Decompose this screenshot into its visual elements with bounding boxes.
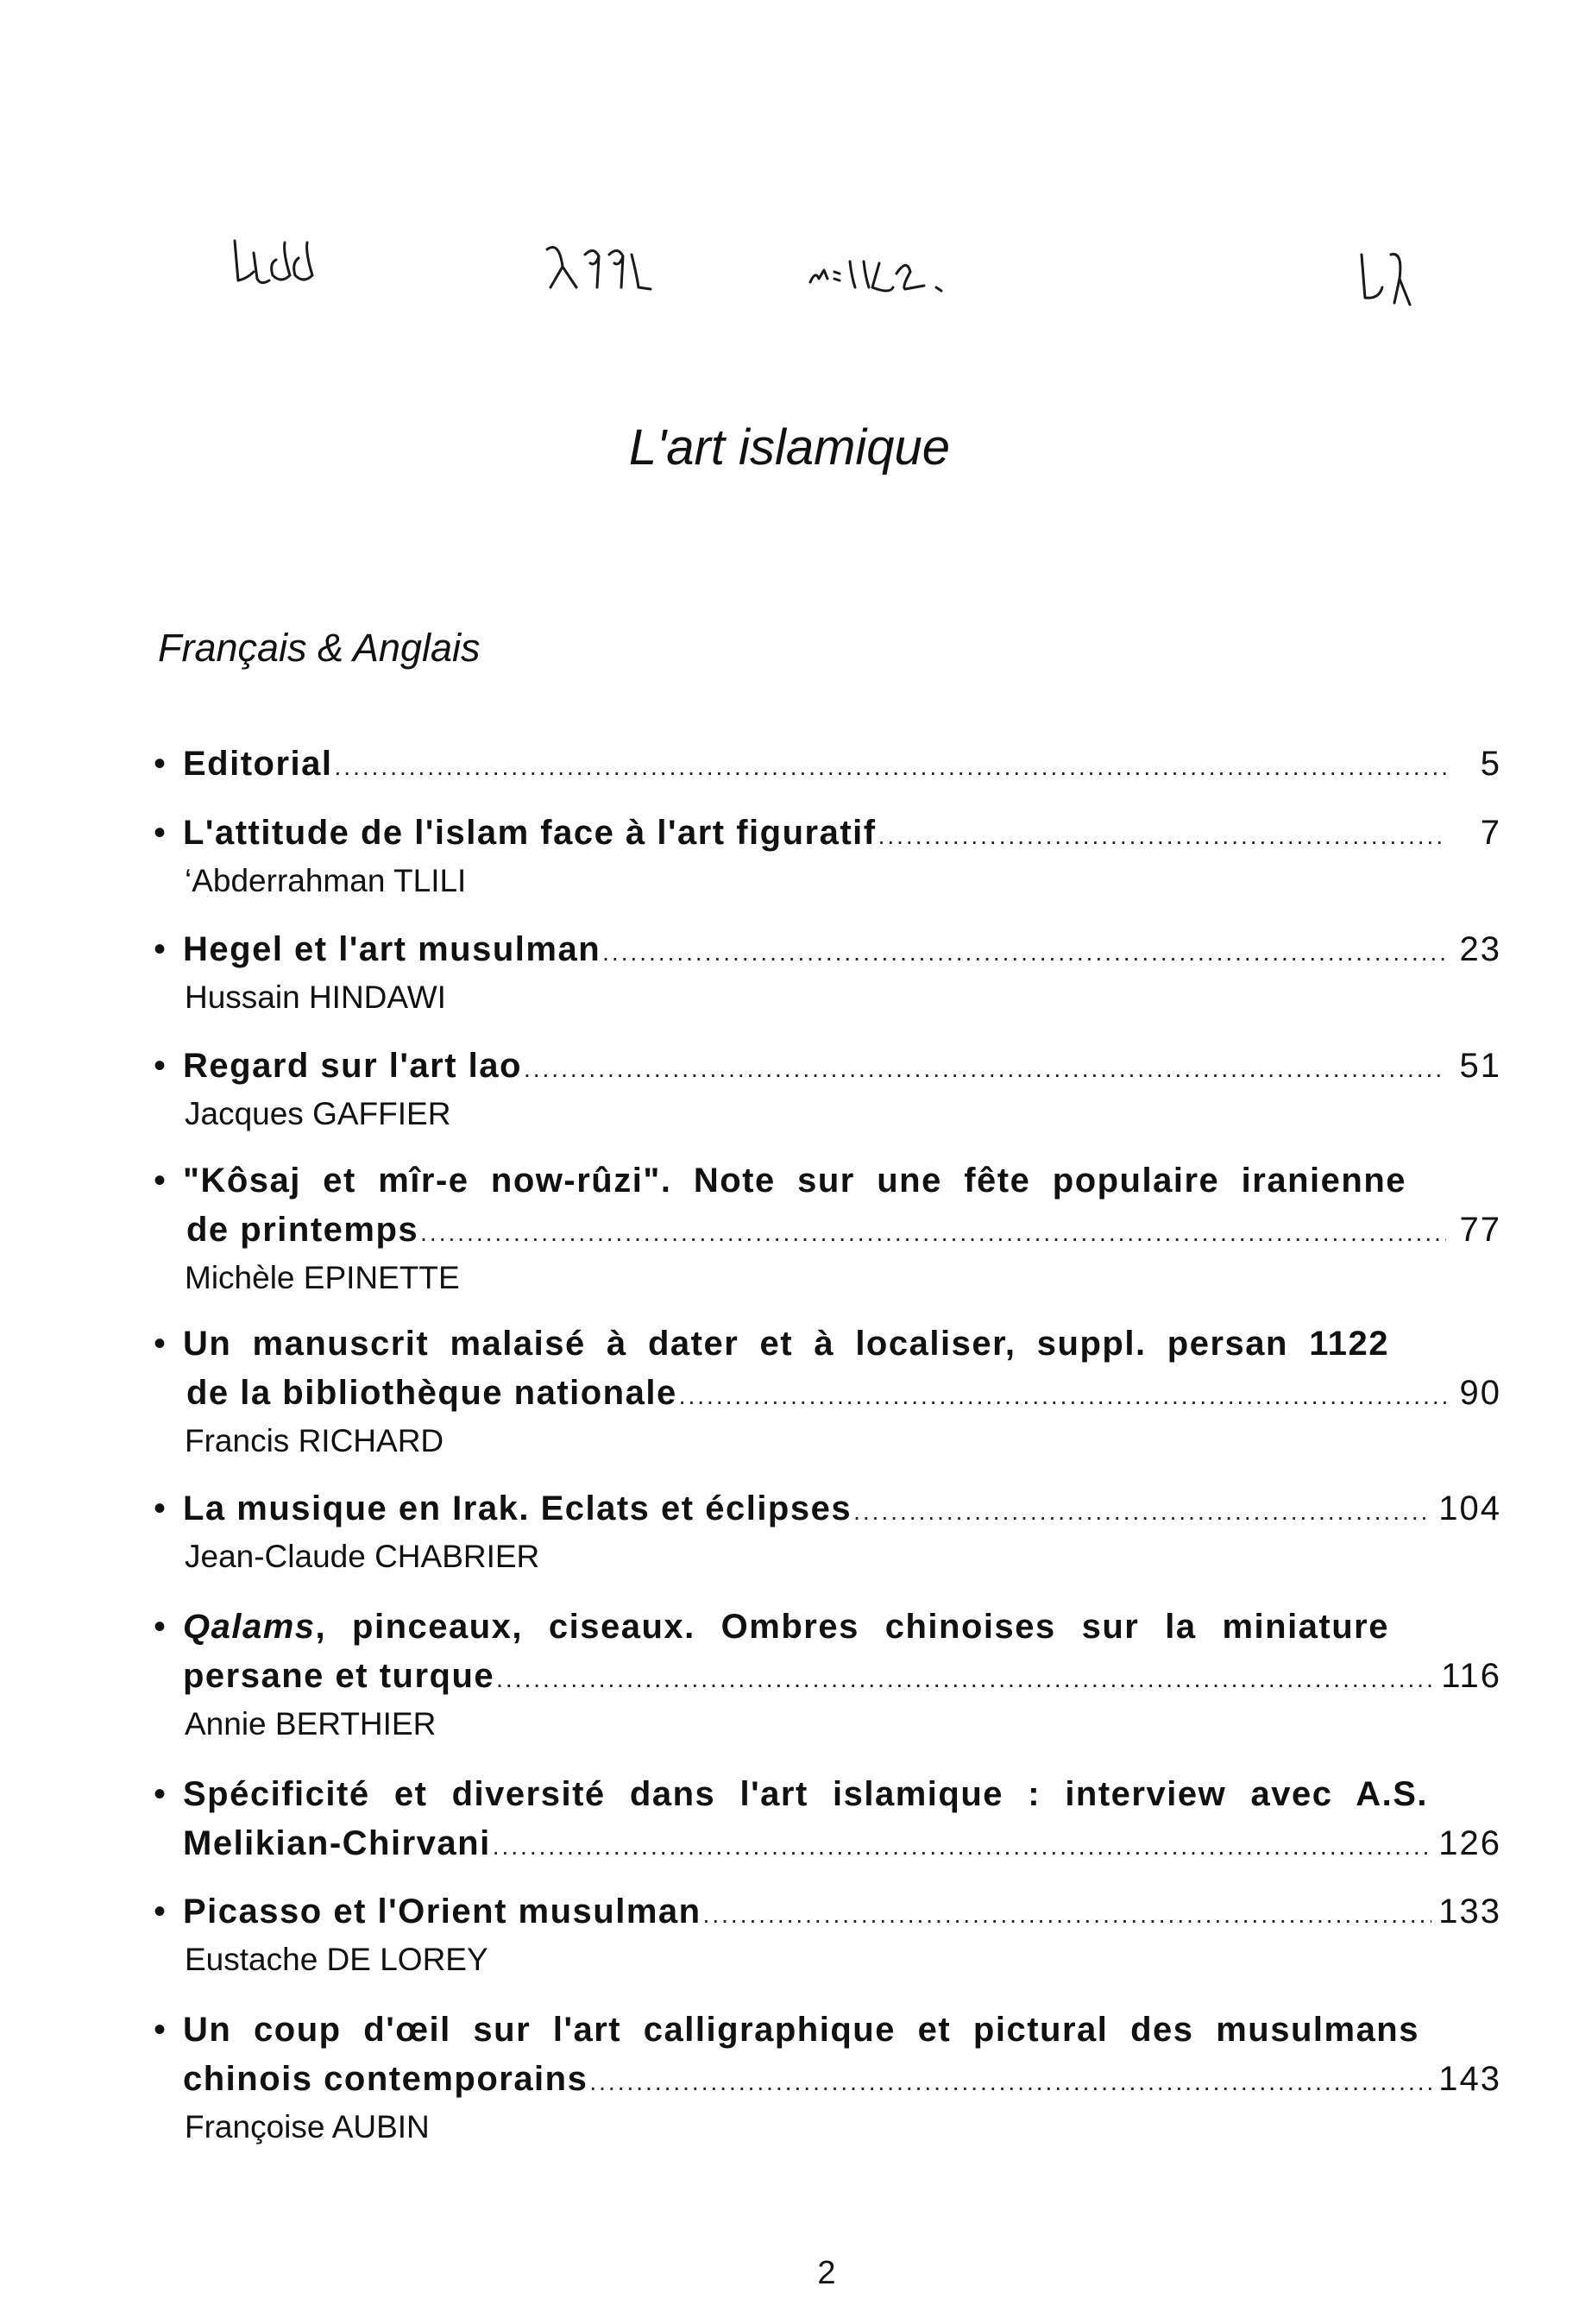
toc-entry[interactable] [154,1162,1501,1308]
entry-title: "Kôsaj et mîr-e now-rûzi". Note sur une fête populaire iranienne [183,1162,1406,1200]
entry-title-italic: Qalams [183,1608,316,1646]
entry-page: 104 [1438,1490,1501,1527]
entry-page: 116 [1441,1657,1501,1695]
leader-dots [589,2069,1431,2096]
entry-page: 5 [1480,745,1501,783]
entry-author: Jean-Claude CHABRIER [185,1539,540,1574]
language-note: Français & Anglais [158,626,481,670]
leader-dots [878,822,1446,850]
entry-title-continued: chinois contemporains [183,2060,588,2098]
leader-dots [679,1382,1446,1410]
bullet-icon: • [154,2011,167,2049]
entry-title: Hegel et l'art musulman [183,930,601,968]
entry-title: Editorial [183,745,333,783]
page-title: L'art islamique [628,419,951,476]
entry-page: 51 [1459,1047,1501,1085]
bullet-icon: • [154,1608,167,1646]
page-number: 2 [817,2255,836,2291]
entry-title: L'attitude de l'islam face à l'art figuratif [183,814,877,852]
entry-title-rest: , pinceaux, ciseaux. Ombres chinoises sur la miniature [315,1608,1389,1646]
entry-title [183,1608,1389,1647]
entry-page: 90 [1459,1374,1501,1412]
leader-dots [420,1219,1446,1247]
entry-title: Un manuscrit malaisé à dater et à localiser, suppl. persan 1122 [183,1325,1389,1363]
toc-entry[interactable] [154,2011,1501,2157]
bullet-icon: • [154,1893,167,1930]
bullet-icon: • [154,1325,167,1363]
bullet-icon: • [154,930,167,968]
toc-entry[interactable] [154,930,1501,1028]
toc-entry[interactable] [154,1490,1501,1587]
entry-author: Annie BERTHIER [185,1706,437,1741]
bullet-icon: • [154,1162,167,1200]
bullet-icon: • [154,1775,167,1813]
leader-dots [703,1901,1432,1929]
entry-author: Michèle EPINETTE [185,1260,460,1295]
entry-title: Spécificité et diversité dans l'art islamique : interview avec A.S. [183,1775,1428,1813]
entry-page: 7 [1480,814,1501,852]
handwritten-mark-2 [542,241,663,310]
entry-author: Françoise AUBIN [185,2109,430,2145]
bullet-icon: • [154,814,167,852]
entry-page: 23 [1459,930,1501,968]
handwritten-annotations [0,220,1579,332]
entry-title: Un coup d'œil sur l'art calligraphique et pictural des musulmans [183,2011,1419,2049]
leader-dots [496,1666,1434,1693]
toc-entry[interactable] [154,814,1501,911]
entry-title-continued: Melikian-Chirvani [183,1824,491,1862]
toc-entry[interactable] [154,1047,1501,1144]
bullet-icon: • [154,1490,167,1527]
entry-author: ‘Abderrahman TLILI [185,863,467,898]
toc-entry[interactable] [154,745,1501,794]
toc-entry[interactable] [154,1608,1501,1754]
entry-author: Jacques GAFFIER [185,1096,451,1131]
leader-dots [853,1498,1431,1526]
entry-title: Regard sur l'art lao [183,1047,522,1085]
entry-title-continued: de printemps [186,1211,419,1249]
leader-dots [493,1833,1432,1861]
toc-entry[interactable] [154,1775,1501,1874]
toc-entry[interactable] [154,1893,1501,1990]
bullet-icon: • [154,745,167,783]
entry-title-continued: persane et turque [183,1657,495,1695]
handwritten-mark-1 [231,237,343,306]
entry-author: Eustache DE LOREY [185,1942,488,1977]
entry-page: 77 [1459,1211,1501,1249]
handwritten-mark-4 [1356,237,1451,315]
leader-dots [335,753,1446,781]
entry-page: 133 [1438,1893,1501,1930]
entry-title: La musique en Irak. Eclats et éclipses [183,1490,852,1527]
bullet-icon: • [154,1047,167,1085]
entry-page: 143 [1438,2060,1501,2098]
entry-title-continued: de la bibliothèque nationale [186,1374,677,1412]
leader-dots [602,939,1446,967]
entry-author: Francis RICHARD [185,1423,444,1458]
leader-dots [524,1055,1446,1083]
handwritten-mark-3 [807,253,1005,305]
entry-author: Hussain HINDAWI [185,979,446,1015]
entry-title: Picasso et l'Orient musulman [183,1893,701,1930]
toc-entry[interactable] [154,1325,1501,1471]
entry-page: 126 [1438,1824,1501,1862]
